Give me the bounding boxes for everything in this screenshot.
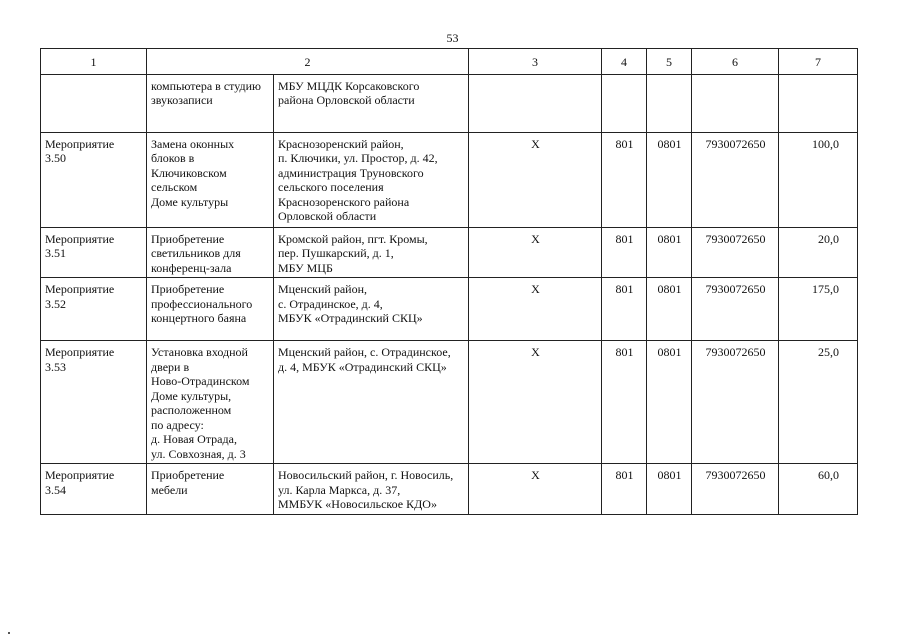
col4-cell: 801	[602, 341, 647, 464]
col4-cell	[602, 74, 647, 132]
amount-cell: 20,0	[779, 227, 858, 278]
measure-description-cell: Замена оконных блоков в Ключиковском сельском Доме культуры	[147, 132, 274, 227]
col5-cell: 0801	[647, 132, 692, 227]
col5-cell: 0801	[647, 341, 692, 464]
header-col-1: 1	[41, 49, 147, 75]
measure-id-cell: Мероприятие 3.50	[41, 132, 147, 227]
measure-address-cell: Краснозоренский район, п. Ключики, ул. Простор, д. 42, администрация Труновского сельского поселения Краснозоренского района Орловской области	[274, 132, 469, 227]
table-row	[41, 278, 858, 341]
measure-description-cell: Приобретение профессионального концертного баяна	[147, 278, 274, 341]
col6-cell: 7930072650	[692, 341, 779, 464]
header-row	[41, 49, 858, 75]
header-col-7: 7	[779, 49, 858, 75]
table-body	[41, 74, 858, 514]
page-number: 53	[446, 31, 459, 45]
col6-cell	[692, 74, 779, 132]
measure-id-cell: Мероприятие 3.52	[41, 278, 147, 341]
col5-cell: 0801	[647, 227, 692, 278]
col5-cell: 0801	[647, 278, 692, 341]
header-col-4: 4	[602, 49, 647, 75]
col6-cell: 7930072650	[692, 227, 779, 278]
header-col-5: 5	[647, 49, 692, 75]
table-header	[41, 49, 858, 75]
table-row	[41, 132, 858, 227]
table-row	[41, 341, 858, 464]
amount-cell: 100,0	[779, 132, 858, 227]
measure-address-cell: МБУ МЦДК Корсаковского района Орловской области	[274, 74, 469, 132]
measure-description-cell: Установка входной двери в Ново-Отрадинском Доме культуры, расположенном по адресу: д. Новая Отрада, ул. Совхозная, д. 3	[147, 341, 274, 464]
measure-id-cell: Мероприятие 3.53	[41, 341, 147, 464]
col4-cell: 801	[602, 464, 647, 515]
col4-cell: 801	[602, 132, 647, 227]
col6-cell: 7930072650	[692, 132, 779, 227]
measure-id-cell: Мероприятие 3.51	[41, 227, 147, 278]
col4-cell: 801	[602, 278, 647, 341]
col3-cell: Х	[469, 278, 602, 341]
amount-cell: 175,0	[779, 278, 858, 341]
table-row	[41, 227, 858, 278]
col3-cell: Х	[469, 341, 602, 464]
amount-cell	[779, 74, 858, 132]
measure-description-cell: Приобретение светильников для конференц-зала	[147, 227, 274, 278]
col4-cell: 801	[602, 227, 647, 278]
table-row	[41, 464, 858, 515]
measure-address-cell: Мценский район, с. Отрадинское, д. 4, МБУК «Отрадинский СКЦ»	[274, 278, 469, 341]
header-col-6: 6	[692, 49, 779, 75]
measure-description-cell: компьютера в студию звукозаписи	[147, 74, 274, 132]
col3-cell: Х	[469, 227, 602, 278]
measure-address-cell: Новосильский район, г. Новосиль, ул. Карла Маркса, д. 37, ММБУК «Новосильское КДО»	[274, 464, 469, 515]
col6-cell: 7930072650	[692, 278, 779, 341]
amount-cell: 25,0	[779, 341, 858, 464]
col3-cell: Х	[469, 132, 602, 227]
table-row	[41, 74, 858, 132]
measure-description-cell: Приобретение мебели	[147, 464, 274, 515]
header-col-2: 2	[147, 49, 469, 75]
col3-cell	[469, 74, 602, 132]
header-col-3: 3	[469, 49, 602, 75]
measure-id-cell: Мероприятие 3.54	[41, 464, 147, 515]
amount-cell: 60,0	[779, 464, 858, 515]
col3-cell: Х	[469, 464, 602, 515]
measure-address-cell: Мценский район, с. Отрадинское, д. 4, МБУК «Отрадинский СКЦ»	[274, 341, 469, 464]
measure-address-cell: Кромской район, пгт. Кромы, пер. Пушкарский, д. 1, МБУ МЦБ	[274, 227, 469, 278]
measure-id-cell	[41, 74, 147, 132]
col5-cell	[647, 74, 692, 132]
scan-speck	[8, 632, 10, 634]
col6-cell: 7930072650	[692, 464, 779, 515]
col5-cell: 0801	[647, 464, 692, 515]
measures-table	[40, 48, 858, 515]
